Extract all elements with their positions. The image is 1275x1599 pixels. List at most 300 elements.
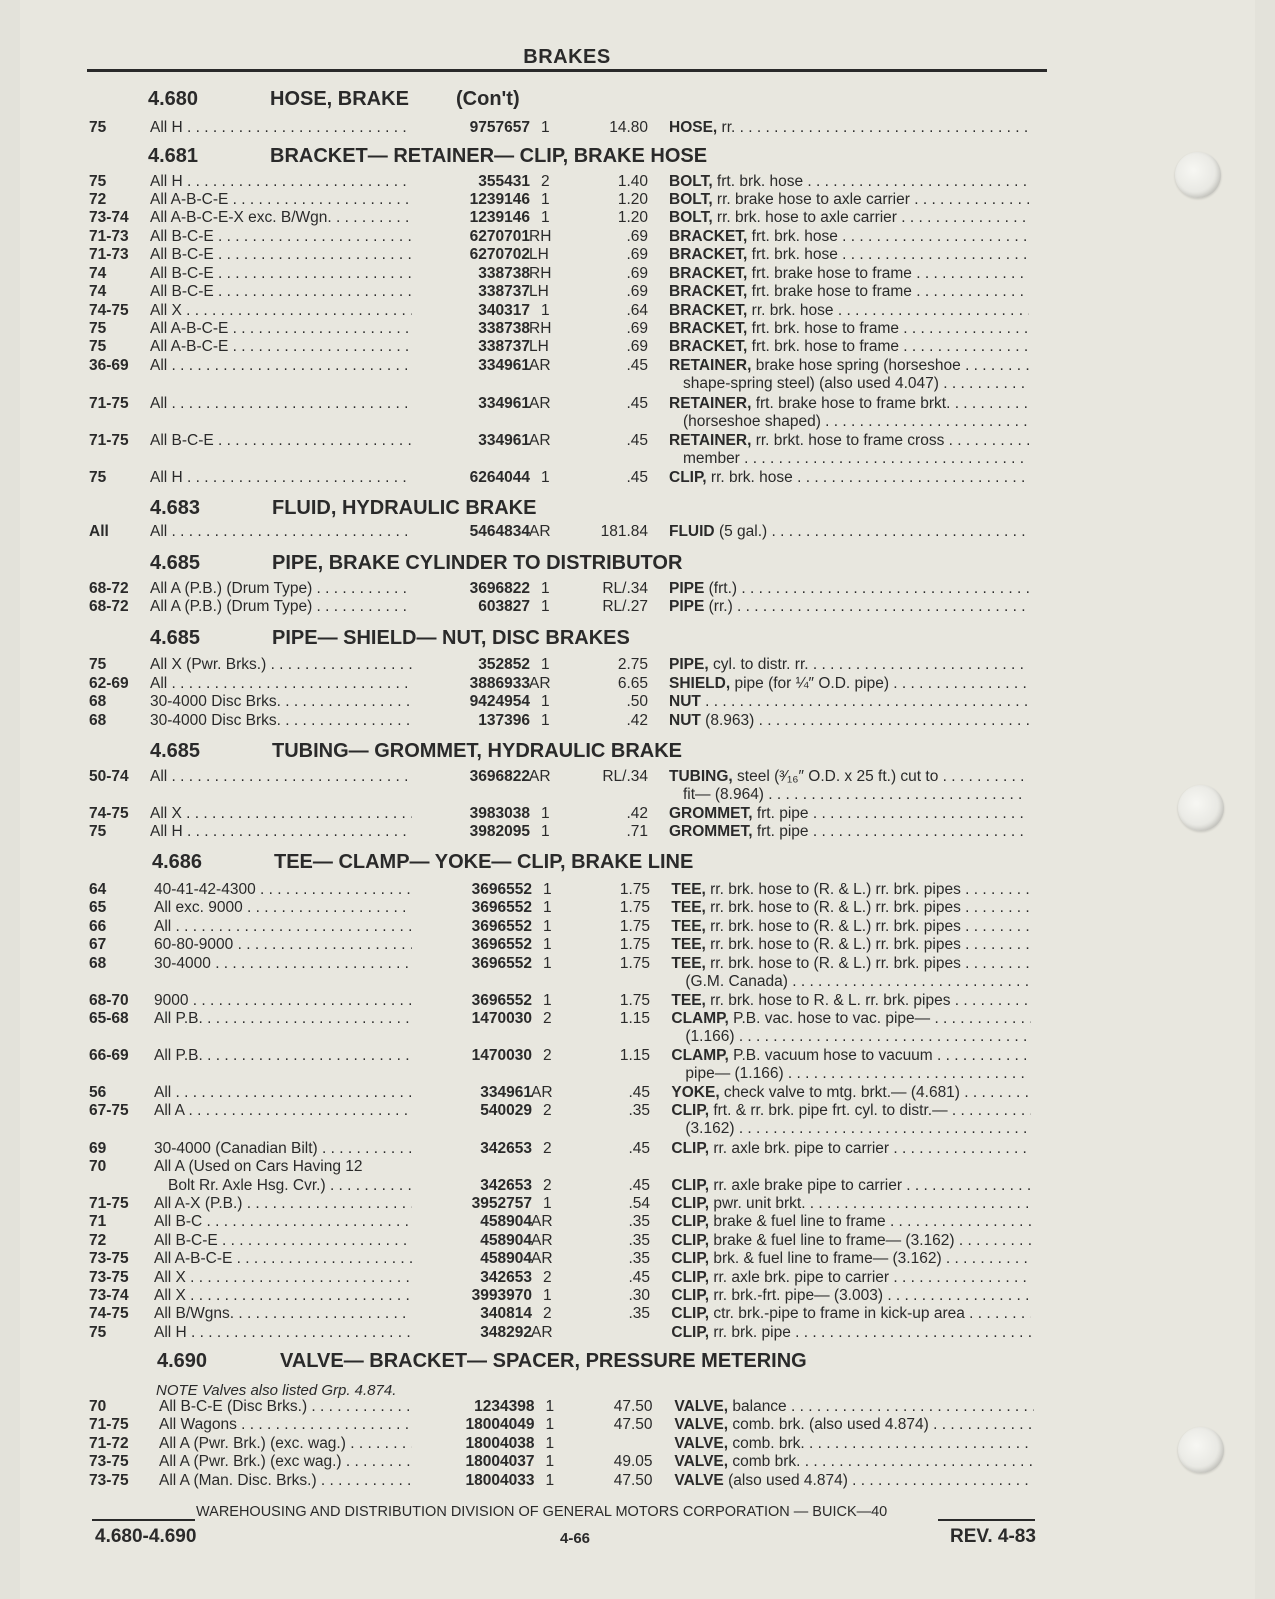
part-number: 338738 [478,320,530,337]
part-detail: rr. brk.-frt. pipe— (3.003) [709,1287,884,1304]
part-name: CLIP, [671,1324,710,1341]
model-applicability: All A (Pwr. Brk.) (exc wag.) . . . [159,1452,412,1471]
model-applicability: All . . . [150,767,412,786]
model-year: 36-69 [89,357,129,374]
part-row [0,822,1275,841]
part-number: 348292 [480,1324,532,1341]
part-row [0,674,1275,693]
price: 1.40 [617,173,648,190]
quantity: LH [529,338,549,355]
part-row [0,227,1275,246]
price: .45 [628,1084,650,1101]
part-row [0,522,1275,541]
price: 1.75 [619,955,650,972]
price: 1.75 [619,881,650,898]
price: .45 [626,395,648,412]
part-name: CLIP, [671,1287,710,1304]
price: 49.05 [613,1453,653,1470]
group-title: TUBING— GROMMET, HYDRAULIC BRAKE [272,740,682,762]
part-description-continued: pipe— (1.166) . . . [685,1064,1030,1083]
part-detail: comb. brk. [728,1435,805,1452]
part-name: BRACKET, [669,320,748,337]
model-applicability: All B-C-E . . . [154,1231,412,1250]
part-detail: (frt.) [704,580,738,597]
price: 6.65 [617,675,648,692]
part-name: BOLT, [669,209,713,226]
quantity: 1 [543,1195,552,1212]
part-description [669,227,1029,246]
part-row [0,1286,1275,1305]
model-applicability: 30-4000 . . . [154,954,412,973]
model-year: 65 [89,899,107,916]
price: .69 [626,320,648,337]
part-detail: cyl. to distr. rr. [708,656,809,673]
model-year: 75 [89,469,107,486]
model-applicability: All B-C-E . . . [150,282,412,301]
model-applicability: All P.B. . . . [154,1046,412,1065]
price: .45 [628,1269,650,1286]
quantity: 1 [541,656,550,673]
part-name: TEE, [671,955,706,972]
price: .71 [626,823,648,840]
part-row [0,917,1275,936]
model-applicability: All A (P.B.) (Drum Type) . . . [150,597,412,616]
page-header: BRAKES [523,46,611,68]
part-description [671,898,1031,917]
price: 1.15 [619,1047,650,1064]
part-name: TUBING, [669,768,733,785]
part-number: 3696552 [471,955,532,972]
part-name: CLAMP, [671,1010,729,1027]
model-applicability: All A-X (P.B.) . . . [154,1194,412,1213]
part-row [0,1157,1275,1176]
part-row [0,1304,1275,1323]
part-name: CLIP, [671,1213,710,1230]
part-detail: balance [728,1398,787,1415]
model-year: 75 [89,119,107,136]
model-applicability: All A (Pwr. Brk.) (exc. wag.) . . . [159,1434,412,1453]
part-description [671,954,1031,973]
quantity: AR [529,395,551,412]
model-applicability: 30-4000 Disc Brks. . . . [150,692,412,711]
part-detail: pipe (for ¼″ O.D. pipe) [730,675,889,692]
part-number: 9424954 [469,693,530,710]
part-description [669,522,1029,541]
model-year: 75 [89,338,107,355]
model-year: 71-73 [89,246,129,263]
part-detail: frt. & rr. brk. pipe frt. cyl. to distr.— [709,1102,948,1119]
model-year: 66-69 [89,1047,129,1064]
model-applicability: All A-B-C-E . . . [154,1249,412,1268]
part-row [0,804,1275,823]
price: .69 [626,283,648,300]
part-detail: frt. pipe [752,805,809,822]
part-description [669,579,1029,598]
part-name: BOLT, [669,173,713,190]
model-year: 68 [89,712,107,729]
part-name: CLIP, [671,1305,710,1322]
part-detail: (rr.) [704,598,733,615]
price: .50 [626,693,648,710]
part-row [0,898,1275,917]
price: .42 [626,805,648,822]
quantity: 1 [541,823,550,840]
part-row [0,880,1275,899]
part-row [0,431,1275,450]
model-applicability: All Wagons . . . [159,1415,412,1434]
part-number: 6264044 [469,469,530,486]
price: .35 [628,1250,650,1267]
part-detail: comb. brk. (also used 4.874) [728,1416,929,1433]
quantity: AR [529,675,551,692]
part-name: TEE, [671,992,706,1009]
quantity: RH [529,265,552,282]
part-detail: rr. brk. pipe [709,1324,791,1341]
part-name: RETAINER, [669,432,752,449]
price: 1.75 [619,936,650,953]
part-detail: rr. axle brk. pipe to carrier [709,1140,890,1157]
part-number: 458904 [480,1213,532,1230]
price: 1.75 [619,899,650,916]
quantity: RH [529,320,552,337]
part-name: GROMMET, [669,823,753,840]
footer-division-line [92,1504,1035,1524]
model-applicability: 9000 . . . [154,991,412,1010]
quantity: 2 [543,1102,552,1119]
part-name: BRACKET, [669,283,748,300]
footer-rule-left [92,1519,195,1521]
part-number: 3983038 [469,805,530,822]
group-title: VALVE— BRACKET— SPACER, PRESSURE METERING [280,1350,807,1372]
quantity: 1 [543,918,552,935]
quantity: 1 [541,302,550,319]
model-year: 69 [89,1140,107,1157]
footer-rule-right [938,1519,1035,1521]
model-applicability: All B-C-E . . . [150,431,412,450]
price: .35 [628,1305,650,1322]
model-year: 62-69 [89,675,129,692]
part-name: NUT [669,712,701,729]
part-detail: frt. brk. hose to frame [747,320,899,337]
part-description [671,991,1031,1010]
part-description [669,822,1029,841]
model-applicability: All A-B-C-E . . . [150,337,412,356]
model-applicability: All . . . [150,356,412,375]
part-number: 342653 [480,1140,532,1157]
part-description-continued: (horseshoe shaped) . . . [683,412,1028,431]
quantity: AR [529,357,551,374]
price: .30 [628,1287,650,1304]
quantity: AR [531,1232,553,1249]
price: .64 [626,302,648,319]
part-description [669,804,1029,823]
part-detail: comb brk. [728,1453,801,1470]
model-applicability: All H . . . [150,172,412,191]
part-description-continued: (G.M. Canada) . . . [685,972,1030,991]
part-number: 334961 [478,432,530,449]
part-number: 334961 [478,357,530,374]
part-number: 540029 [480,1102,532,1119]
part-description [669,118,1029,137]
model-year: 70 [89,1398,107,1415]
model-applicability: All H . . . [150,468,412,487]
model-year: 75 [89,320,107,337]
model-year: 75 [89,656,107,673]
part-row [0,1268,1275,1287]
part-row [0,767,1275,786]
part-description [671,1009,1031,1028]
model-applicability: 40-41-42-4300 . . . [154,880,412,899]
part-detail: rr. axle brake pipe to carrier [709,1177,902,1194]
part-number: 3696552 [471,936,532,953]
part-name: TEE, [671,881,706,898]
part-number: 3696822 [469,768,530,785]
model-applicability: All X (Pwr. Brks.) . . . [150,655,412,674]
part-row [0,118,1275,137]
part-name: BOLT, [669,191,713,208]
footer-page-number: 4-66 [560,1530,591,1547]
part-description [669,208,1029,227]
part-number: 355431 [478,173,530,190]
part-description [671,935,1031,954]
part-number: 342653 [480,1269,532,1286]
price: .69 [626,265,648,282]
model-year: 70 [89,1158,107,1175]
quantity: RH [529,228,552,245]
part-row [0,319,1275,338]
part-detail: (5 gal.) [714,523,768,540]
model-year: 74-75 [89,302,129,319]
quantity: 1 [545,1435,555,1452]
part-detail: rr. axle brk. pipe to carrier [709,1269,890,1286]
group-number: 4.680 [148,88,199,110]
part-detail: check valve to mtg. brkt.— (4.681) [719,1084,960,1101]
part-number: 18004049 [465,1416,535,1433]
model-applicability: All B-C-E . . . [150,264,412,283]
part-number: 342653 [480,1177,532,1194]
part-number: 18004033 [465,1472,535,1489]
part-number: 458904 [480,1250,532,1267]
part-row [0,597,1275,616]
footer-division-text: WAREHOUSING AND DISTRIBUTION DIVISION OF GENERAL MOTORS CORPORATION — BUICK—40 [196,1504,888,1520]
part-name: TEE, [671,899,706,916]
quantity: AR [531,1084,553,1101]
quantity: AR [529,523,551,540]
quantity: 1 [541,712,550,729]
part-description [671,1194,1031,1213]
model-year: 73-75 [89,1453,129,1470]
part-row [0,264,1275,283]
part-description [669,264,1029,283]
part-description [671,1286,1031,1305]
part-description [669,711,1029,730]
model-year: 73-75 [89,1250,129,1267]
price: .45 [628,1177,650,1194]
group-title-extra: (Con't) [456,88,520,110]
part-description-continued: fit— (8.964) . . . [683,785,1028,804]
part-description [669,674,1029,693]
part-name: VALVE [674,1472,724,1489]
model-applicability: All A (Man. Disc. Brks.) . . . [159,1471,412,1490]
part-description [669,655,1029,674]
model-year: 72 [89,191,107,208]
model-applicability: All X . . . [150,301,412,320]
part-description [671,917,1031,936]
model-year: 73-74 [89,209,129,226]
quantity: AR [531,1250,553,1267]
part-number: 458904 [480,1232,532,1249]
part-row [0,1471,1275,1490]
part-row [0,711,1275,730]
footer-group-range: 4.680-4.690 [95,1526,197,1547]
model-year: 71 [89,1213,107,1230]
model-year: 64 [89,881,107,898]
part-detail: rr. brk. hose to (R. & L.) rr. brk. pipes [705,881,961,898]
part-row [0,935,1275,954]
part-row [0,1009,1275,1028]
quantity: 1 [545,1416,555,1433]
model-applicability: All . . . [150,522,412,541]
model-applicability: 30-4000 Disc Brks. . . . [150,711,412,730]
part-detail: rr. brk. hose to R. & L. rr. brk. pipes [705,992,951,1009]
quantity: 2 [541,173,550,190]
quantity: AR [529,432,551,449]
model-year: 50-74 [89,768,129,785]
part-detail: steel (³⁄₁₆″ O.D. x 25 ft.) cut to [732,768,939,785]
price: .45 [626,432,648,449]
part-name: BRACKET, [669,246,748,263]
part-name: VALVE, [674,1435,729,1452]
part-name: NUT [669,693,701,710]
model-year: 74 [89,283,107,300]
part-detail: brake hose spring (horseshoe [751,357,961,374]
part-number: 334961 [478,395,530,412]
quantity: 1 [541,805,550,822]
part-row [0,337,1275,356]
part-name: CLIP, [671,1195,710,1212]
part-number: 338737 [478,338,530,355]
part-row [0,282,1275,301]
model-applicability: 60-80-9000 . . . [154,935,412,954]
quantity: 1 [543,955,552,972]
part-description [671,1304,1031,1323]
group-number: 4.685 [150,627,201,649]
part-number: 340814 [480,1305,532,1322]
quantity: 1 [541,693,550,710]
part-number: 352852 [478,656,530,673]
part-detail: frt. brake hose to frame brkt. [751,395,951,412]
part-number: 1470030 [471,1047,532,1064]
part-row [0,468,1275,487]
price: 47.50 [613,1416,653,1433]
part-row [0,655,1275,674]
model-applicability: All X . . . [150,804,412,823]
part-row [0,1046,1275,1065]
quantity: AR [531,1213,553,1230]
price: 181.84 [600,523,648,540]
part-row [0,1415,1275,1434]
part-row [0,172,1275,191]
part-name: CLIP, [669,469,707,486]
model-applicability: All P.B. . . . [154,1009,412,1028]
part-detail: brake & fuel line to frame— (3.162) [709,1232,955,1249]
part-name: PIPE [669,580,705,597]
part-description [671,1176,1031,1195]
quantity: 2 [543,1140,552,1157]
price: 1.15 [619,1010,650,1027]
price: .35 [628,1102,650,1119]
model-applicability: All H . . . [150,822,412,841]
quantity: 1 [543,1287,552,1304]
quantity: 1 [541,598,550,615]
price: 1.20 [617,209,648,226]
part-description [671,1249,1031,1268]
part-row [0,692,1275,711]
quantity: LH [529,283,549,300]
part-name: FLUID [669,523,715,540]
part-row [0,1397,1275,1416]
price: .35 [628,1213,650,1230]
part-name: TEE, [671,918,706,935]
model-year: 74-75 [89,1305,129,1322]
part-row [0,1212,1275,1231]
model-applicability: All B-C-E . . . [150,245,412,264]
model-year: 73-75 [89,1472,129,1489]
part-detail: rr. [717,119,736,136]
part-name: VALVE, [674,1416,729,1433]
part-number: 338738 [478,265,530,282]
quantity: 1 [543,899,552,916]
part-description [671,1231,1031,1250]
part-name: GROMMET, [669,805,753,822]
part-row [0,1323,1275,1342]
price: .69 [626,228,648,245]
part-number: 5464834 [469,523,530,540]
model-year: 71-73 [89,228,129,245]
part-detail: (also used 4.874) [723,1472,848,1489]
model-applicability: Bolt Rr. Axle Hsg. Cvr.) . . . [168,1176,412,1195]
part-row [0,1139,1275,1158]
part-description-continued: member . . . [683,449,1028,468]
quantity: 1 [543,881,552,898]
part-description-continued: (1.166) . . . [685,1027,1030,1046]
part-description [671,1139,1031,1158]
part-detail: rr. brake hose to axle carrier [712,191,910,208]
part-name: YOKE, [671,1084,720,1101]
part-name: CLIP, [671,1140,710,1157]
model-applicability: All A . . . [154,1101,412,1120]
model-year: 71-72 [89,1435,129,1452]
quantity: 1 [543,992,552,1009]
price: .45 [628,1140,650,1157]
group-title: FLUID, HYDRAULIC BRAKE [272,497,537,519]
model-applicability: All . . . [150,394,412,413]
part-number: 338737 [478,283,530,300]
model-year: 68 [89,693,107,710]
part-description [669,190,1029,209]
price: .54 [628,1195,650,1212]
model-applicability: All A (P.B.) (Drum Type) . . . [150,579,412,598]
part-detail: frt. pipe [752,823,809,840]
price: 2.75 [617,656,648,673]
model-applicability: All A-B-C-E . . . [150,190,412,209]
price: .69 [626,246,648,263]
model-year: 71-75 [89,432,129,449]
part-row [0,1194,1275,1213]
price: 1.75 [619,918,650,935]
part-name: SHIELD, [669,675,731,692]
part-detail: rr. brk. hose [706,469,793,486]
